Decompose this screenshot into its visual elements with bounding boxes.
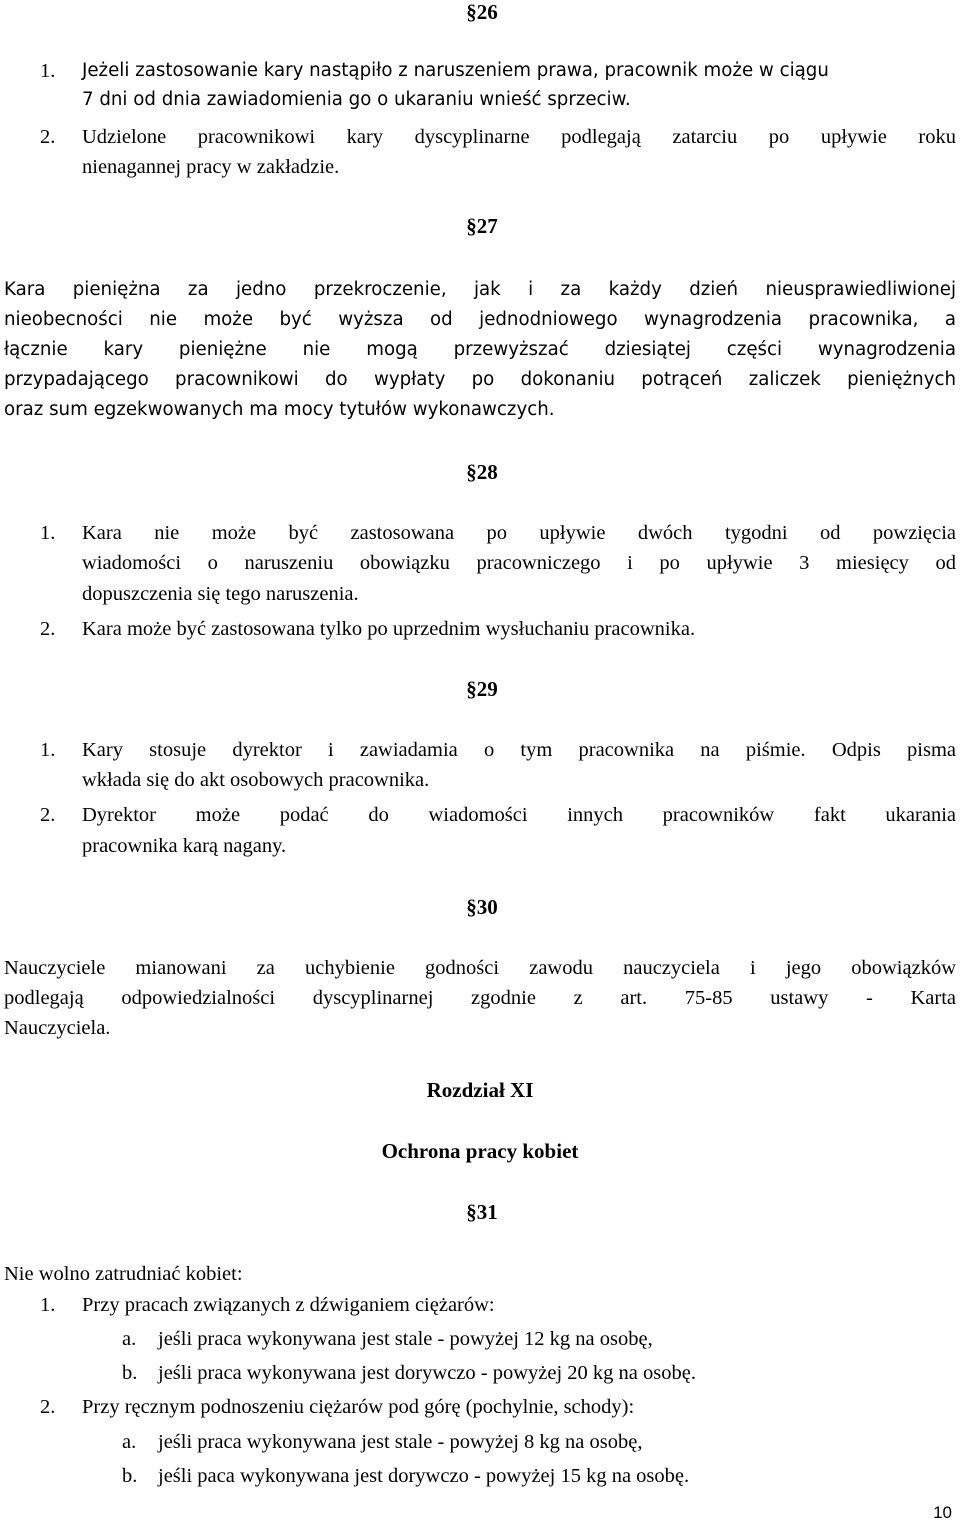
paragraph-line: przypadającego pracownikowi do wypłaty po dokonaniu potrąceń zaliczek pieniężnych xyxy=(4,369,956,390)
paragraph-line: wiadomości o naruszeniu obowiązku pracowniczego i po upływie 3 miesięcy od xyxy=(82,552,956,574)
paragraph-line: Jeżeli zastosowanie kary nastąpiło z naruszeniem prawa, pracownik może w ciągu xyxy=(82,60,829,81)
list-item: jeśli praca wykonywana jest stale - powyżej 8 kg na osobę, xyxy=(158,1431,643,1453)
paragraph-line: Kary stosuje dyrektor i zawiadamia o tym pracownika na piśmie. Odpis pisma xyxy=(82,739,956,761)
list-letter: a. xyxy=(122,1431,137,1453)
chapter-subtitle: Ochrona pracy kobiet xyxy=(381,1139,579,1163)
section-heading-29: §29 xyxy=(466,677,498,701)
list-number: 2. xyxy=(40,618,56,640)
list-letter: b. xyxy=(122,1465,138,1487)
paragraph-line: wkłada się do akt osobowych pracownika. xyxy=(82,769,430,791)
paragraph-line: Nauczyciele mianowani za uchybienie godności zawodu nauczyciela i jego obowiązków xyxy=(4,957,956,979)
section-heading-28: §28 xyxy=(466,460,498,484)
list-number: 1. xyxy=(40,739,56,761)
paragraph-line: Kara może być zastosowana tylko po uprzednim wysłuchaniu pracownika. xyxy=(82,618,696,640)
section-heading-27: §27 xyxy=(466,214,498,238)
paragraph-line: nieobecności nie może być wyższa od jednodniowego wynagrodzenia pracownika, a xyxy=(4,309,956,330)
section-heading-31: §31 xyxy=(466,1200,498,1224)
paragraph-line: nienagannej pracy w zakładzie. xyxy=(82,156,340,178)
chapter-title: Rozdział XI xyxy=(426,1078,534,1102)
list-item: jeśli paca wykonywana jest dorywczo - powyżej 15 kg na osobę. xyxy=(158,1465,690,1487)
list-letter: b. xyxy=(122,1362,138,1384)
page-number: 10 xyxy=(933,1503,952,1522)
paragraph-line: 7 dni od dnia zawiadomienia go o ukaraniu wnieść sprzeciw. xyxy=(82,89,631,110)
list-item: Przy ręcznym podnoszeniu ciężarów pod górę (pochylnie, schody): xyxy=(82,1396,635,1418)
list-number: 1. xyxy=(40,1294,56,1316)
list-number: 2. xyxy=(40,1396,56,1418)
paragraph-line: dopuszczenia się tego naruszenia. xyxy=(82,583,359,605)
paragraph-line: łącznie kary pieniężne nie mogą przewyższać dziesiątej części wynagrodzenia xyxy=(4,339,956,360)
paragraph-line: Dyrektor może podać do wiadomości innych pracowników fakt ukarania xyxy=(82,804,956,826)
paragraph-line: Nie wolno zatrudniać kobiet: xyxy=(4,1263,243,1285)
paragraph-line: Nauczyciela. xyxy=(4,1017,111,1039)
list-item: Przy pracach związanych z dźwiganiem ciężarów: xyxy=(82,1294,495,1316)
list-item: jeśli praca wykonywana jest dorywczo - powyżej 20 kg na osobę. xyxy=(158,1362,696,1384)
paragraph-line: oraz sum egzekwowanych ma mocy tytułów wykonawczych. xyxy=(4,399,555,420)
list-number: 2. xyxy=(40,804,56,826)
paragraph-line: Udzielone pracownikowi kary dyscyplinarne podlegają zatarciu po upływie roku xyxy=(82,126,956,148)
list-number: 1. xyxy=(40,522,56,544)
paragraph-line: pracownika karą nagany. xyxy=(82,835,287,857)
paragraph-line: podlegają odpowiedzialności dyscyplinarnej zgodnie z art. 75-85 ustawy - Karta xyxy=(4,987,956,1009)
section-heading-26: §26 xyxy=(466,0,498,24)
list-item: jeśli praca wykonywana jest stale - powyżej 12 kg na osobę, xyxy=(158,1328,653,1350)
list-letter: a. xyxy=(122,1328,137,1350)
section-heading-30: §30 xyxy=(466,895,498,919)
list-number: 2. xyxy=(40,126,56,148)
paragraph-line: Kara nie może być zastosowana po upływie dwóch tygodni od powzięcia xyxy=(82,522,956,544)
paragraph-line: Kara pieniężna za jedno przekroczenie, jak i za każdy dzień nieusprawiedliwionej xyxy=(4,279,956,300)
list-number: 1. xyxy=(40,60,56,82)
